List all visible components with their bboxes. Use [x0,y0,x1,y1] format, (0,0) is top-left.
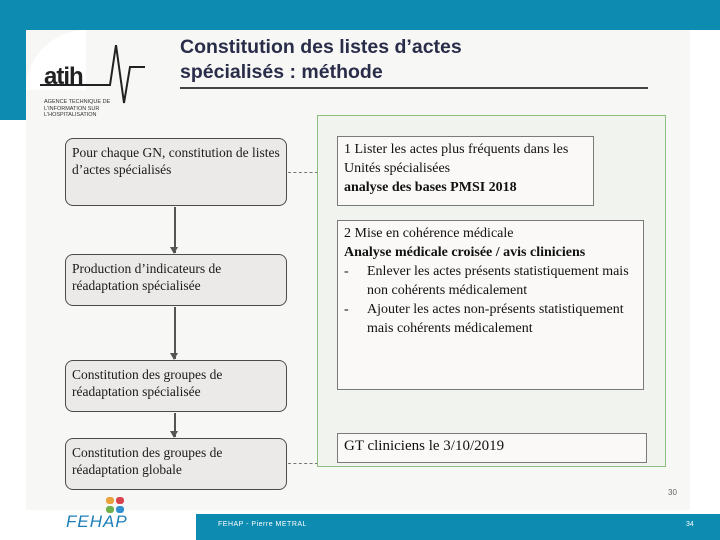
top-frame-band [0,0,720,30]
list-item: - Enlever les actes présents statistiquement mais non cohérents médicalement [344,262,637,300]
left-frame-band [0,0,26,120]
step-2-text: 2 Mise en cohérence médicale [344,226,514,241]
flow-arrow-2 [174,307,176,359]
list-item: - Ajouter les actes non-présents statistiquement mais cohérents médicalement [344,300,637,338]
title-line-1: Constitution des listes d’actes [180,36,462,58]
step-2-box [337,220,644,390]
footer-text: FEHAP - Pierre METRAL [218,521,307,528]
page-number: 34 [686,521,694,528]
flow-box-indicators: Production d’indicateurs de réadaptation spécialisée [65,254,287,306]
flow-box-specialised-groups: Constitution des groupes de réadaptation spécialisée [65,360,287,412]
flow-box-lists: Pour chaque GN, constitution de listes d’actes spécialisés [65,138,287,206]
step-2-list [344,262,637,338]
step-1-text: 1 Lister les actes plus fréquents dans les Unités spécialisées [344,142,569,176]
title-underline [180,87,648,89]
step-1-box [337,136,594,206]
slide-number: 30 [668,488,677,497]
atih-logo [40,45,145,125]
dashed-connector [288,172,318,464]
fehap-logo-text: FEHAP [66,512,128,531]
flow-arrow-3 [174,413,176,437]
step-1-bold: analyse des bases PMSI 2018 [344,180,517,195]
step-3-box: GT cliniciens le 3/10/2019 [337,433,647,463]
title-line-2: spécialisés : méthode [180,61,383,83]
step-2-bold: Analyse médicale croisée / avis cliniciens [344,245,586,260]
flow-arrow-1 [174,207,176,253]
logo-word: atih [44,63,83,90]
logo-subtitle: AGENCE TECHNIQUE DE L'INFORMATION SUR L'HOSPITALISATION [44,99,111,118]
flow-box-global-groups: Constitution des groupes de réadaptation globale [65,438,287,490]
slide-title [180,35,650,85]
